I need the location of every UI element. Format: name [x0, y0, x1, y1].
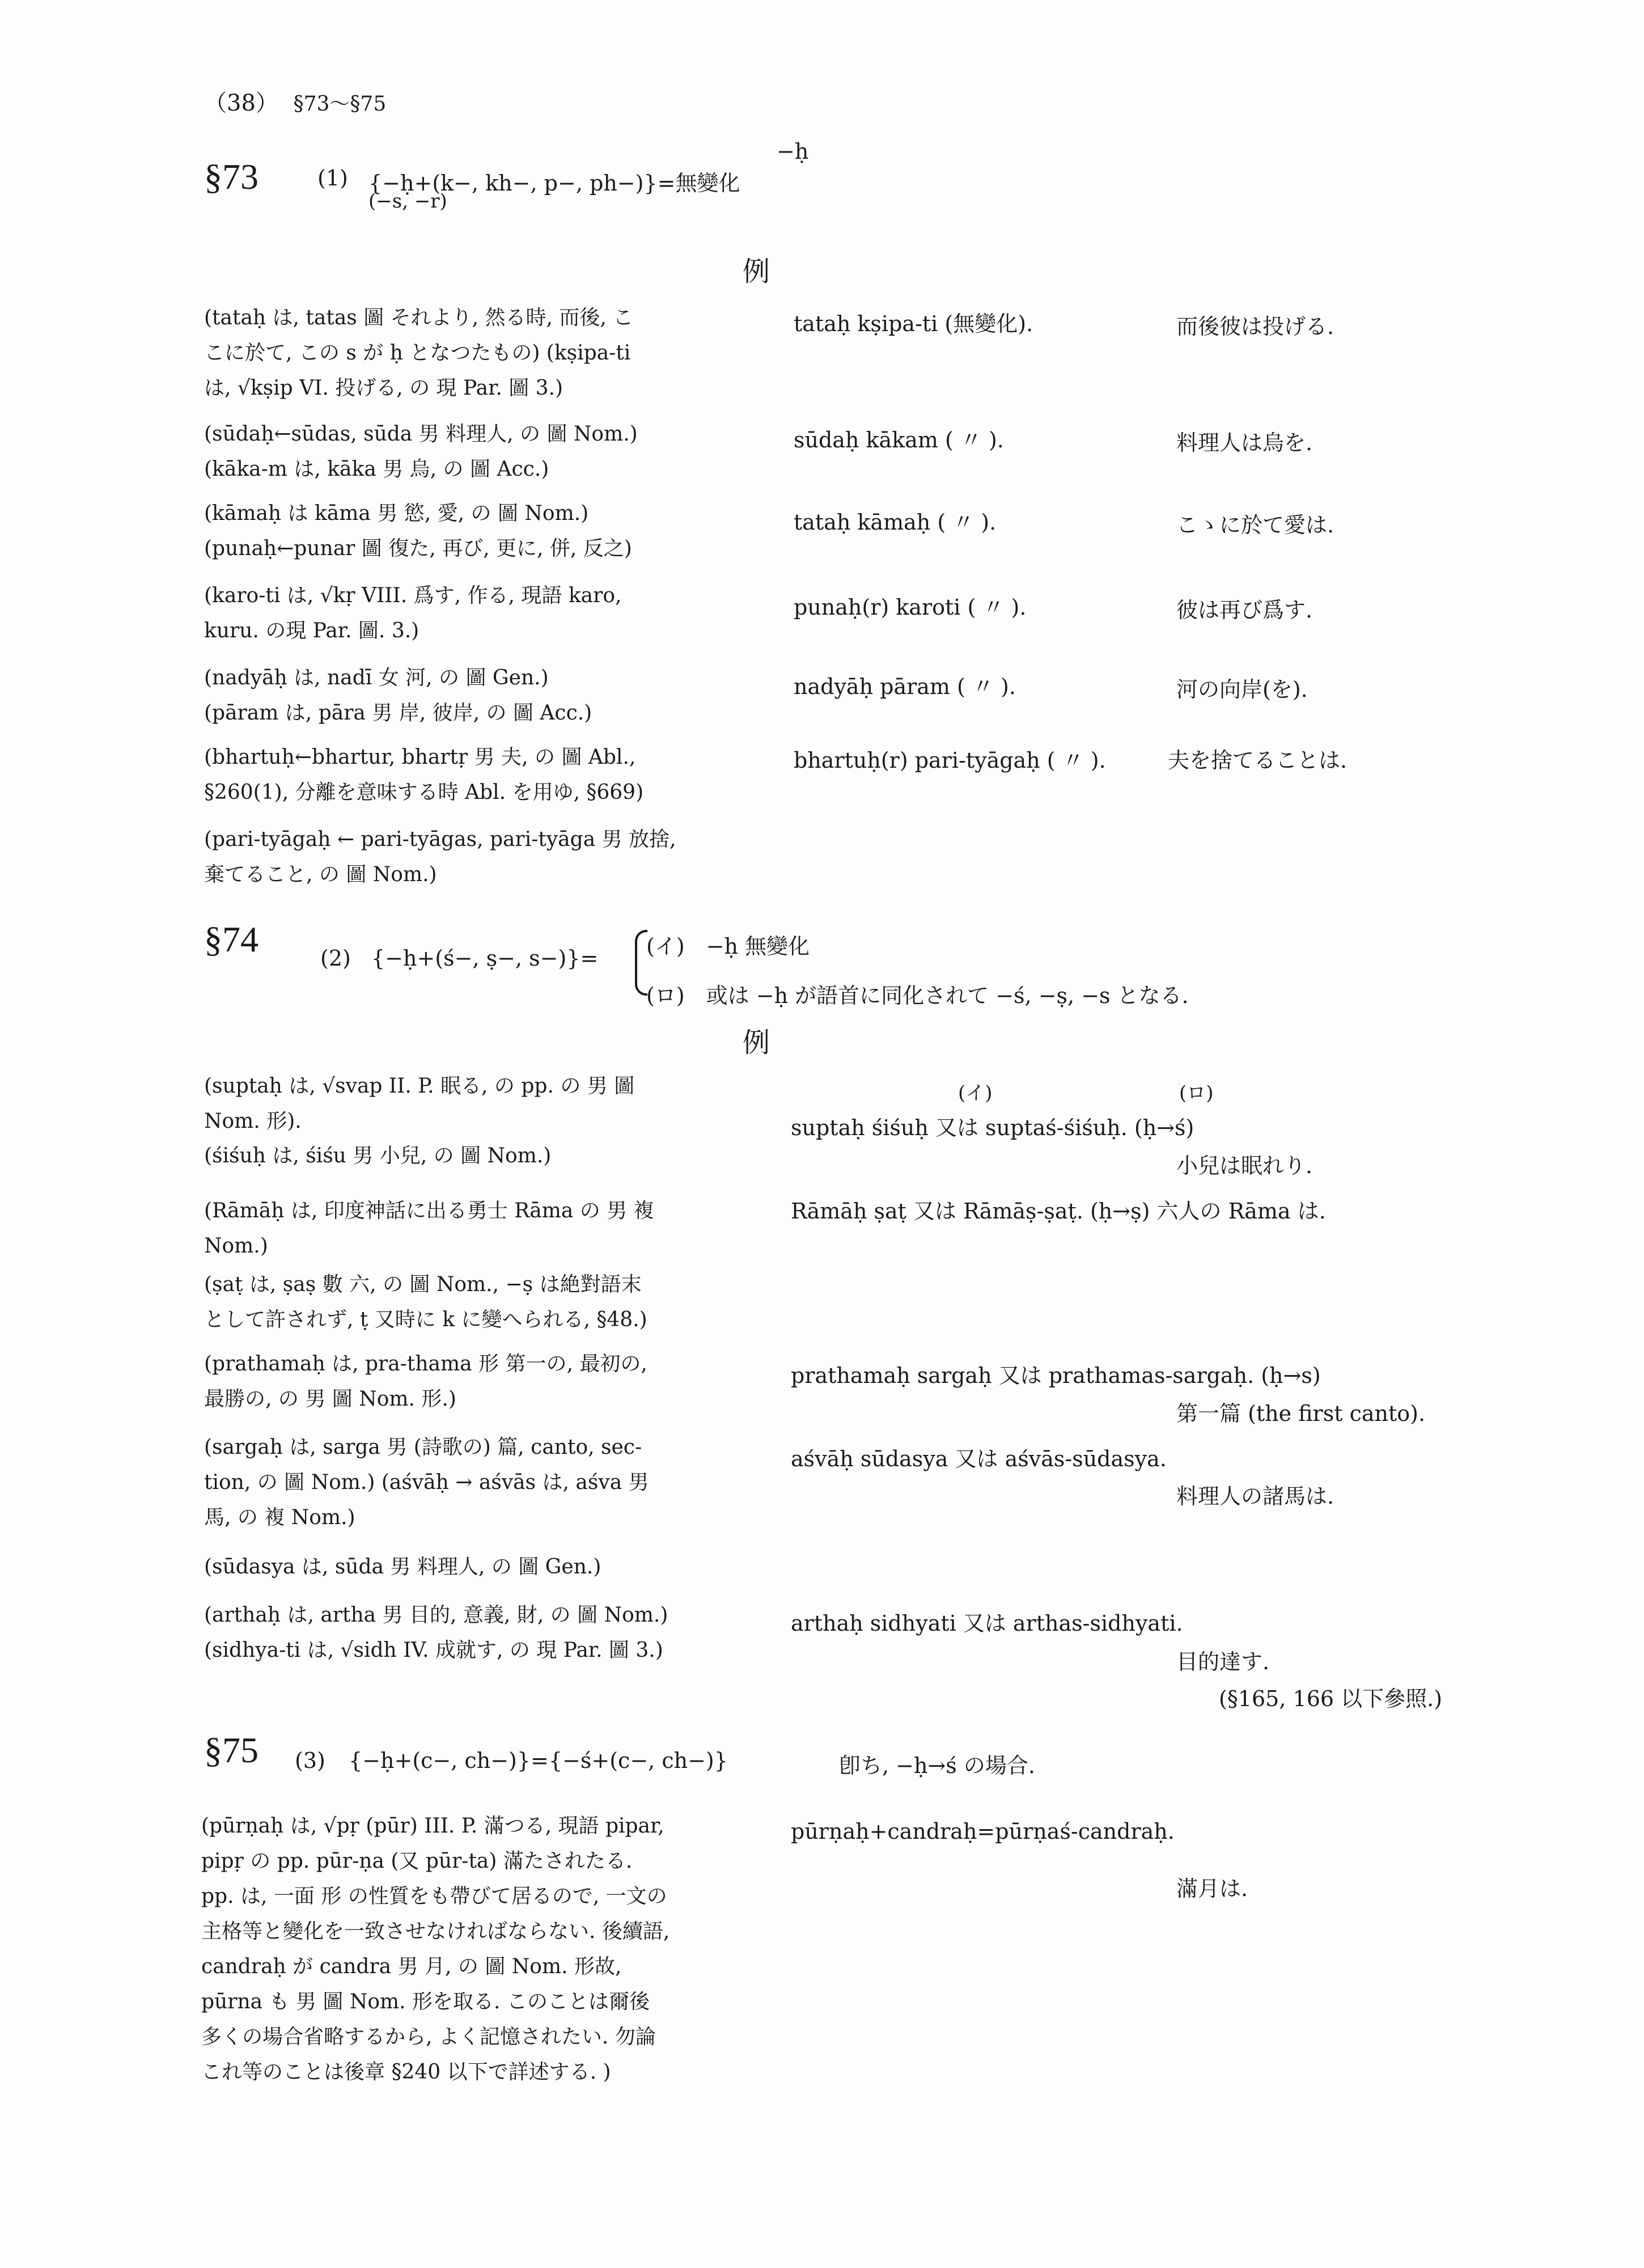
translation-74-5: 目的達す.	[1176, 1649, 1270, 1674]
note-73-6: (bhartuḥ←bhartur, bhartṛ 男 夫, の 圖 Abl., §260(1), 分離を意味する時 Abl. を用ゆ, §669)	[204, 746, 644, 804]
section-73-title: §73	[204, 156, 259, 197]
example-75: pūrṇaḥ+candraḥ=pūrṇaś-candraḥ.	[791, 1819, 1175, 1844]
translation-74-4: 料理人の諸馬は.	[1176, 1484, 1334, 1509]
note-73-2: (sūdaḥ←sūdas, sūda 男 料理人, の 圖 Nom.) (kāka-m は, kāka 男 烏, の 圖 Acc.)	[204, 422, 638, 481]
page-header	[204, 85, 386, 117]
reference-note: (§165, 166 以下參照.)	[1219, 1686, 1443, 1711]
section-73-formula-under: (−s, −r)	[368, 190, 447, 213]
section-74-option-ro: (ロ) 或は −ḥ が語首に同化されて −ś, −ṣ, −s となる.	[646, 983, 1189, 1008]
translation-73-2: 料理人は烏を.	[1176, 430, 1313, 455]
note-74-6: (sargaḥ は, sarga 男 (詩歌の) 篇, canto, sec- tion, の 圖 Nom.) (aśvāḥ → aśvās は, aśva 男 馬, の 複 Nom.)	[204, 1436, 649, 1529]
section-75-rule: 卽ち, −ḥ→ś の場合.	[839, 1753, 1035, 1778]
note-74-8: (arthaḥ は, artha 男 目的, 意義, 財, の 圖 Nom.) (sidhya-ti は, √sidh IV. 成就す, の 現 Par. 圖 3.)	[204, 1603, 668, 1662]
example-74-2: Rāmāḥ ṣaṭ 又は Rāmāṣ-ṣaṭ. (ḥ→ṣ) 六人の Rāma は.	[791, 1199, 1326, 1224]
note-73-1: (tataḥ は, tatas 圖 それより, 然る時, 而後, こ こに於て, この s が ḥ となつたもの) (kṣipa-ti は, √kṣip VI. 投げる, の 現 Par. 圖 3.)	[204, 306, 634, 400]
example-73-3: tataḥ kāmaḥ ( 〃 ).	[794, 510, 997, 535]
example-73-6: bhartuḥ(r) pari-tyāgaḥ ( 〃 ).	[794, 748, 1106, 773]
section-74-title: §74	[204, 919, 259, 959]
note-73-5: (nadyāḥ は, nadī 女 河, の 圖 Gen.) (pāram は, pāra 男 岸, 彼岸, の 圖 Acc.)	[204, 666, 592, 725]
column-ro-label: (ロ)	[1179, 1082, 1214, 1105]
note-73-7: (pari-tyāgaḥ ← pari-tyāgas, pari-tyāga 男 放捨, 棄てること, の 圖 Nom.)	[204, 828, 676, 886]
section-74-option-i: (イ) −ḥ 無變化	[646, 934, 810, 959]
section-73-number: (1)	[317, 166, 348, 191]
note-73-4: (karo-ti は, √kṛ VIII. 爲す, 作る, 現語 karo, kuru. の現 Par. 圖. 3.)	[204, 584, 622, 642]
example-74-3: prathamaḥ sargaḥ 又は prathamas-sargaḥ. (ḥ→s)	[791, 1363, 1321, 1388]
note-73-3: (kāmaḥ は kāma 男 慾, 愛, の 圖 Nom.) (punaḥ←punar 圖 復た, 再び, 更に, 併, 反之)	[204, 502, 632, 560]
section-75-number: (3)	[295, 1748, 325, 1773]
note-74-4: (ṣaṭ は, ṣaṣ 數 六, の 圖 Nom., −ṣ は絶對語末 として許されず, ṭ 又時に k に變へられる, §48.)	[204, 1273, 647, 1331]
section-74-number: (2)	[320, 946, 351, 971]
example-74-5: arthaḥ sidhyati 又は arthas-sidhyati.	[791, 1611, 1183, 1636]
translation-73-6: 夫を捨てることは.	[1168, 748, 1348, 773]
translation-73-3: こゝに於て愛は.	[1176, 513, 1334, 538]
translation-75: 滿月は.	[1176, 1876, 1248, 1901]
note-75: (pūrṇaḥ は, √pṛ (pūr) III. P. 滿つる, 現語 pipar, pipṛ の pp. pūr-ṇa (又 pūr-ta) 滿たされたる. pp. は, 一面 形 の性質をも帶びて居るので, 一文の 主格等と變化を一致させなければならない. 後續語, candraḥ が candra 男 月, の 圖 Nom. 形故, pūrna も 男 圖 Nom. 形を取る. このことは爾後 多くの場合省略するから, よく記憶されたい. 勿論 これ等のことは後章 §240 以下で詳述する. )	[201, 1814, 670, 2084]
translation-73-1: 而後彼は投げる.	[1176, 314, 1334, 339]
example-73-4: punaḥ(r) karoti ( 〃 ).	[794, 595, 1027, 620]
rei-heading-74: 例	[743, 1027, 770, 1059]
example-73-2: sūdaḥ kākam ( 〃 ).	[794, 428, 1004, 452]
rei-heading-73: 例	[743, 256, 770, 287]
section-75-title: §75	[204, 1730, 259, 1770]
brace	[635, 930, 647, 996]
note-74-2: (śiśuḥ は, śiśu 男 小兒, の 圖 Nom.)	[204, 1144, 552, 1167]
section-74-formula: {−ḥ+(ś−, ṣ−, s−)}=	[371, 946, 599, 971]
section-73-formula: {−ḥ+(k−, kh−, p−, ph−)}=無變化	[368, 171, 740, 196]
example-73-5: nadyāḥ pāram ( 〃 ).	[794, 674, 1016, 699]
example-74-4: aśvāḥ sūdasya 又は aśvās-sūdasya.	[791, 1446, 1167, 1471]
translation-73-4: 彼は再び爲す.	[1176, 598, 1313, 623]
example-73-1: tataḥ kṣipa-ti (無變化).	[794, 311, 1033, 336]
page-number: （38）	[204, 90, 278, 116]
example-74-1: suptaḥ śiśuḥ 又は suptaś-śiśuḥ. (ḥ→ś)	[791, 1115, 1194, 1140]
translation-74-3: 第一篇 (the first canto).	[1176, 1401, 1426, 1426]
column-i-label: (イ)	[958, 1082, 993, 1105]
note-74-7: (sūdasya は, sūda 男 料理人, の 圖 Gen.)	[204, 1555, 601, 1579]
translation-73-5: 河の向岸(を).	[1176, 677, 1308, 702]
header-sections: §73〜§75	[293, 92, 387, 116]
note-74-5: (prathamaḥ は, pra-thama 形 第一の, 最初の, 最勝の, の 男 圖 Nom. 形.)	[204, 1352, 647, 1411]
section-73-formula-over: −ḥ	[777, 139, 809, 164]
note-74-3: (Rāmāḥ は, 印度神話に出る勇士 Rāma の 男 複 Nom.)	[204, 1199, 654, 1258]
note-74-1: (suptaḥ は, √svap II. P. 眠る, の pp. の 男 圖 Nom. 形).	[204, 1074, 635, 1133]
translation-74-1: 小兒は眠れり.	[1176, 1153, 1313, 1178]
section-75-formula: {−ḥ+(c−, ch−)}={−ś+(c−, ch−)}	[349, 1748, 728, 1773]
